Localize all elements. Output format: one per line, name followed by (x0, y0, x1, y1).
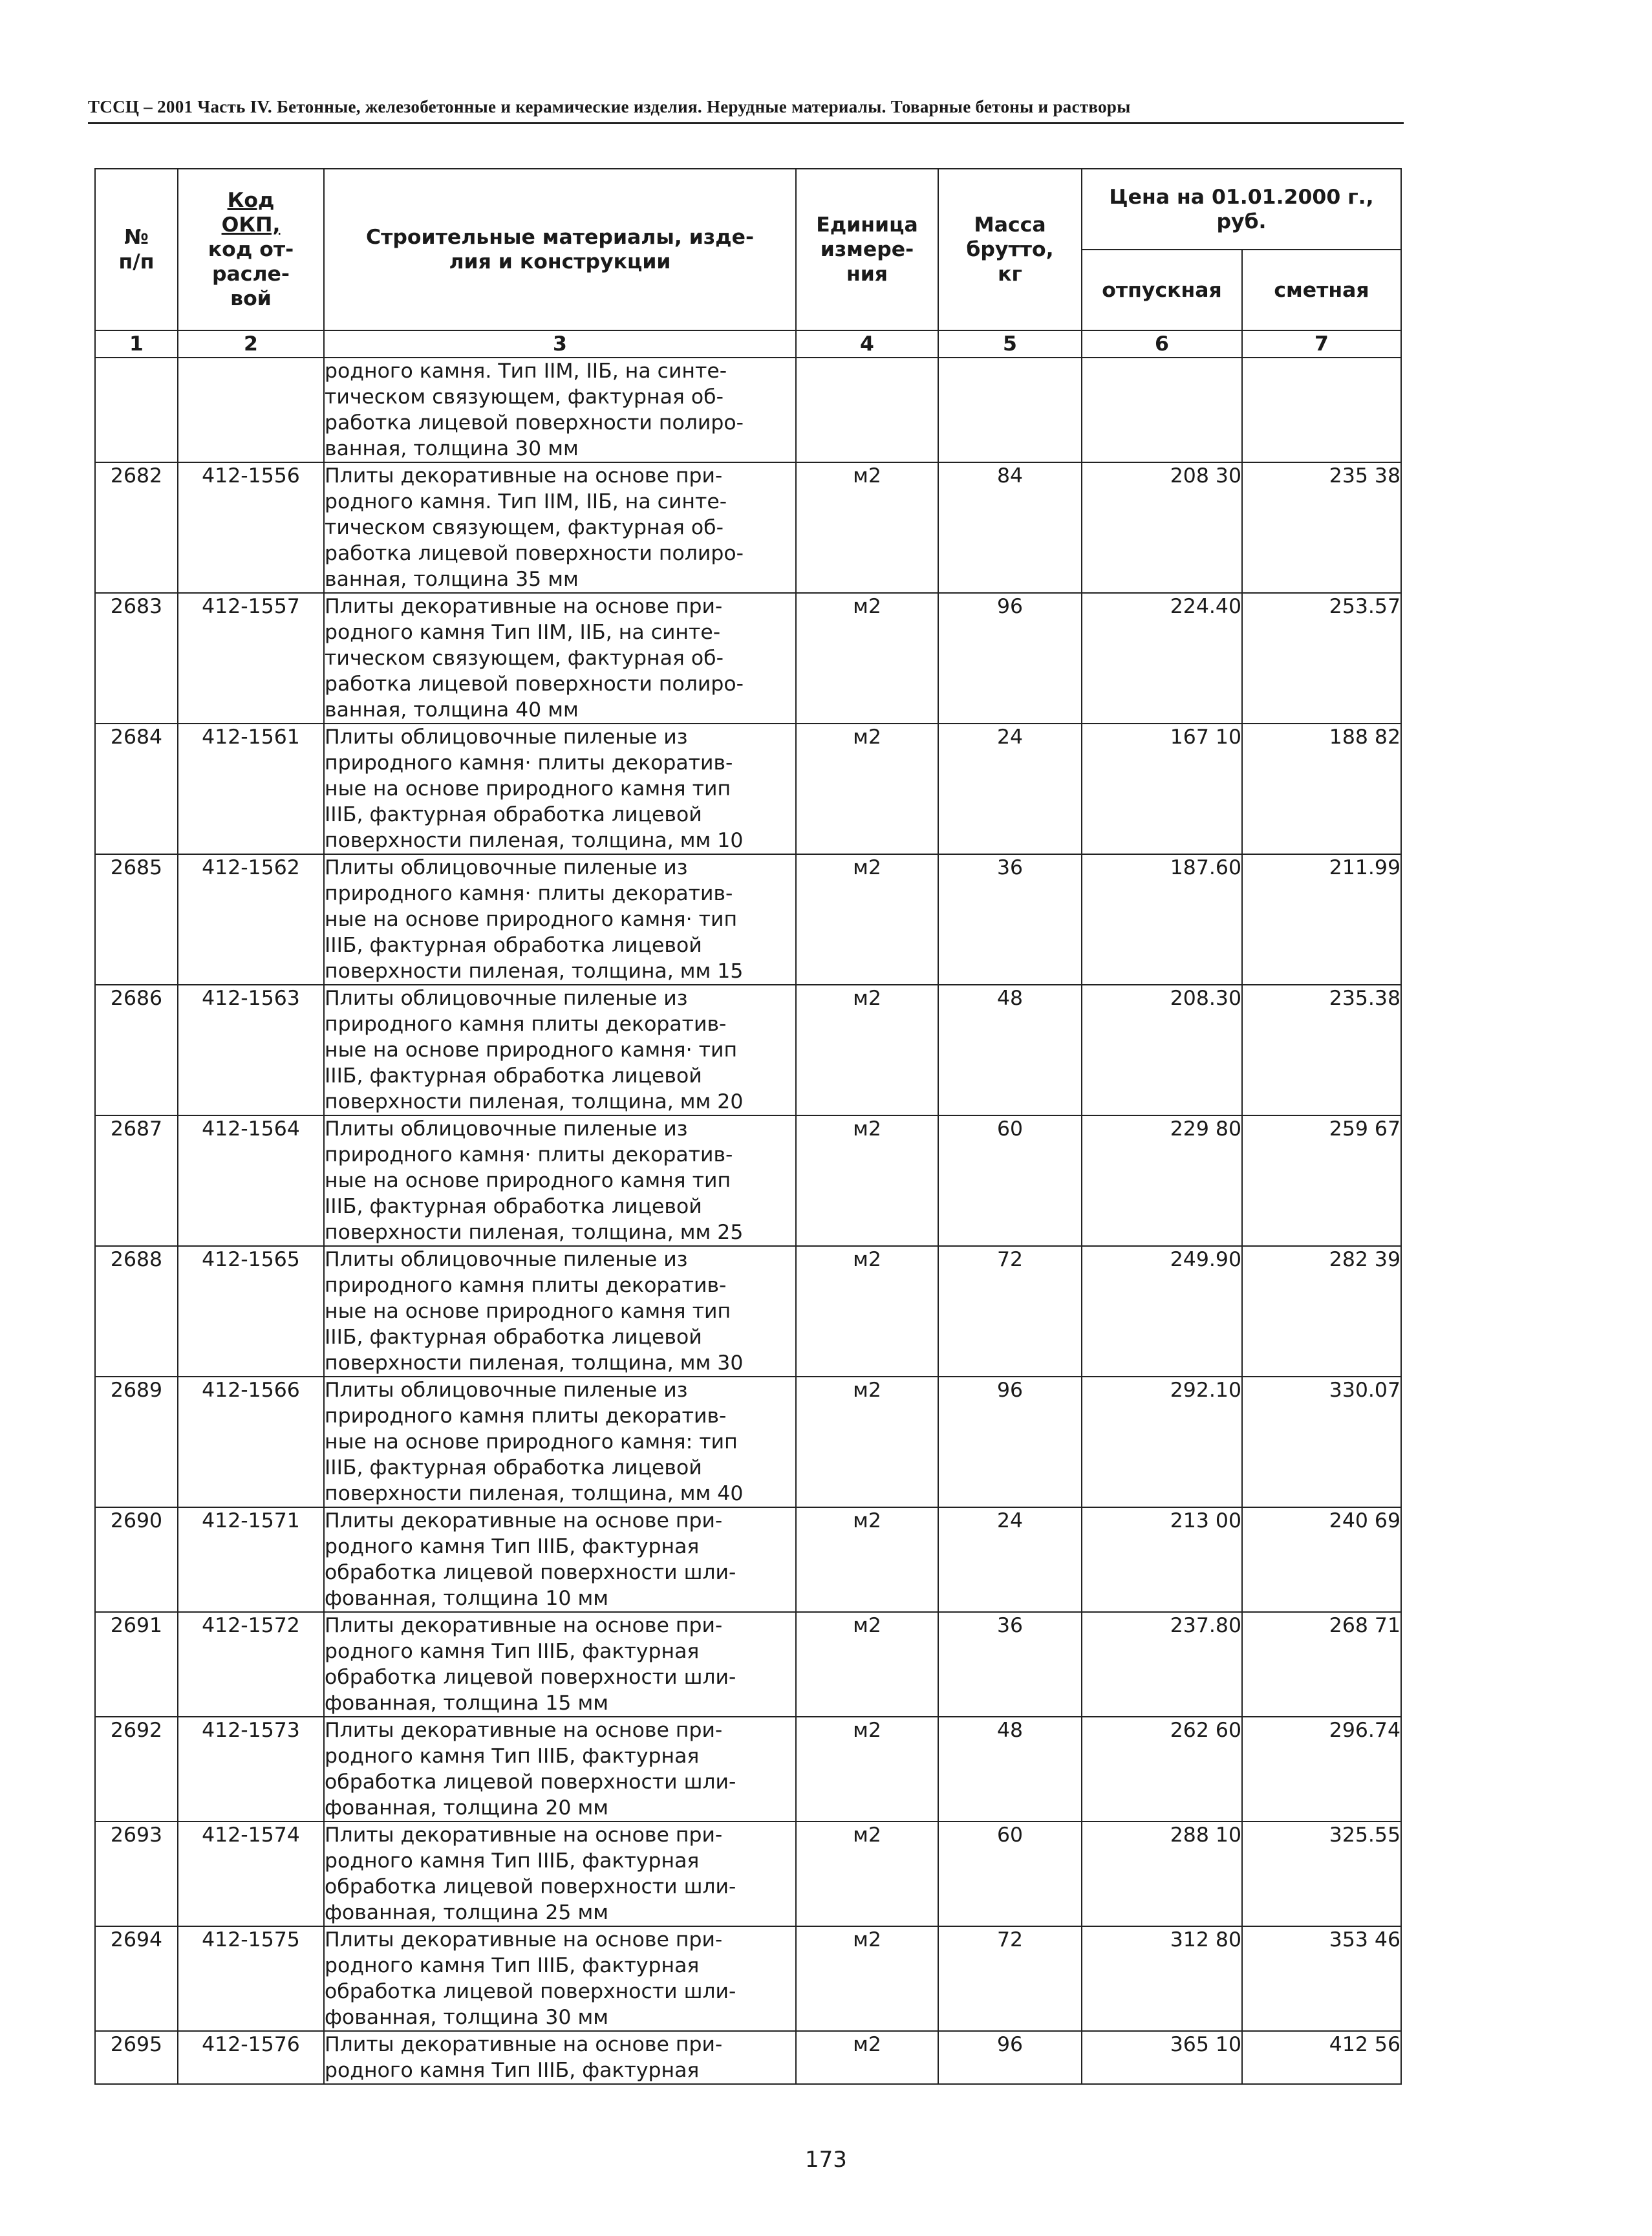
unit-of-measure: м2 (796, 1822, 938, 1926)
estimate-price: 353 46 (1242, 1926, 1401, 2031)
release-price: 262 60 (1082, 1717, 1242, 1822)
okp-code: 412-1575 (178, 1926, 324, 2031)
table-row (95, 2031, 1401, 2084)
release-price: 229 80 (1082, 1115, 1242, 1246)
row-number (95, 358, 178, 462)
row-number: 2688 (95, 1246, 178, 1377)
header-num: № п/п (95, 169, 178, 330)
row-number: 2694 (95, 1926, 178, 2031)
gross-mass: 72 (938, 1926, 1082, 2031)
release-price: 187.60 (1082, 854, 1242, 985)
unit-of-measure: м2 (796, 724, 938, 854)
material-description: Плиты облицовочные пиленые из природного камня плиты декоратив- ные на основе природного камня· тип IIIБ, фактурная обработка лицевой поверхности пиленая, толщина, мм 20 (324, 985, 796, 1115)
material-description: родного камня. Тип IIM, IIБ, на синте- тическом связующем, фактурная об- работка лицевой поверхности полиро- ванная, толщина 30 мм (324, 358, 796, 462)
table-row (95, 724, 1401, 854)
release-price: 365 10 (1082, 2031, 1242, 2084)
col-number: 4 (796, 330, 938, 358)
table-row (95, 1115, 1401, 1246)
table-row (95, 462, 1401, 593)
row-number: 2684 (95, 724, 178, 854)
estimate-price: 188 82 (1242, 724, 1401, 854)
estimate-price: 296.74 (1242, 1717, 1401, 1822)
gross-mass: 72 (938, 1246, 1082, 1377)
gross-mass: 96 (938, 1377, 1082, 1507)
header-code-line1: Код (227, 189, 275, 212)
material-description: Плиты облицовочные пиленые из природного камня· плиты декоратив- ные на основе природного камня тип IIIБ, фактурная обработка лицевой поверхности пиленая, толщина, мм 25 (324, 1115, 796, 1246)
release-price: 224.40 (1082, 593, 1242, 724)
gross-mass: 96 (938, 593, 1082, 724)
unit-of-measure: м2 (796, 1612, 938, 1717)
row-number: 2682 (95, 462, 178, 593)
estimate-price: 259 67 (1242, 1115, 1401, 1246)
release-price: 213 00 (1082, 1507, 1242, 1612)
release-price (1082, 358, 1242, 462)
estimate-price: 412 56 (1242, 2031, 1401, 2084)
header-code (178, 169, 324, 330)
col-number: 6 (1082, 330, 1242, 358)
material-description: Плиты облицовочные пиленые из природного камня плиты декоратив- ные на основе природного камня тип IIIБ, фактурная обработка лицевой поверхности пиленая, толщина, мм 30 (324, 1246, 796, 1377)
estimate-price: 240 69 (1242, 1507, 1401, 1612)
estimate-price: 268 71 (1242, 1612, 1401, 1717)
gross-mass: 24 (938, 724, 1082, 854)
unit-of-measure: м2 (796, 1926, 938, 2031)
table-row (95, 1507, 1401, 1612)
material-description: Плиты облицовочные пиленые из природного камня плиты декоратив- ные на основе природного камня: тип IIIБ, фактурная обработка лицевой поверхности пиленая, толщина, мм 40 (324, 1377, 796, 1507)
material-description: Плиты декоративные на основе при- родного камня. Тип IIM, IIБ, на синте- тическом связующем, фактурная об- работка лицевой поверхности полиро- ванная, толщина 35 мм (324, 462, 796, 593)
column-number-row (95, 330, 1401, 358)
unit-of-measure: м2 (796, 854, 938, 985)
release-price: 208.30 (1082, 985, 1242, 1115)
gross-mass: 48 (938, 1717, 1082, 1822)
release-price: 292.10 (1082, 1377, 1242, 1507)
gross-mass: 36 (938, 1612, 1082, 1717)
release-price: 288 10 (1082, 1822, 1242, 1926)
gross-mass: 60 (938, 1115, 1082, 1246)
estimate-price: 282 39 (1242, 1246, 1401, 1377)
okp-code: 412-1564 (178, 1115, 324, 1246)
col-number: 3 (324, 330, 796, 358)
material-description: Плиты облицовочные пиленые из природного камня· плиты декоратив- ные на основе природного камня· тип IIIБ, фактурная обработка лицевой поверхности пиленая, толщина, мм 15 (324, 854, 796, 985)
material-description: Плиты декоративные на основе при- родного камня Тип IIIБ, фактурная обработка лицевой поверхности шли- фованная, толщина 30 мм (324, 1926, 796, 2031)
header-mass: Масса брутто, кг (938, 169, 1082, 330)
material-description: Плиты декоративные на основе при- родного камня Тип IIM, IIБ, на синте- тическом связующем, фактурная об- работка лицевой поверхности полиро- ванная, толщина 40 мм (324, 593, 796, 724)
col-number: 1 (95, 330, 178, 358)
okp-code: 412-1566 (178, 1377, 324, 1507)
row-number: 2685 (95, 854, 178, 985)
gross-mass: 48 (938, 985, 1082, 1115)
okp-code: 412-1576 (178, 2031, 324, 2084)
estimate-price (1242, 358, 1401, 462)
header-code-line3: код от- расле- вой (208, 238, 294, 310)
gross-mass: 96 (938, 2031, 1082, 2084)
col-number: 5 (938, 330, 1082, 358)
estimate-price: 235 38 (1242, 462, 1401, 593)
release-price: 237.80 (1082, 1612, 1242, 1717)
okp-code: 412-1562 (178, 854, 324, 985)
header-unit: Единица измере- ния (796, 169, 938, 330)
okp-code: 412-1556 (178, 462, 324, 593)
row-number: 2687 (95, 1115, 178, 1246)
gross-mass: 60 (938, 1822, 1082, 1926)
row-number: 2686 (95, 985, 178, 1115)
unit-of-measure: м2 (796, 1507, 938, 1612)
col-number: 2 (178, 330, 324, 358)
okp-code: 412-1571 (178, 1507, 324, 1612)
unit-of-measure (796, 358, 938, 462)
estimate-price: 235.38 (1242, 985, 1401, 1115)
material-description: Плиты декоративные на основе при- родного камня Тип IIIБ, фактурная обработка лицевой поверхности шли- фованная, толщина 20 мм (324, 1717, 796, 1822)
release-price: 167 10 (1082, 724, 1242, 854)
page-number: 173 (805, 2147, 847, 2173)
header-price: Цена на 01.01.2000 г., руб. (1082, 169, 1401, 250)
table-row (95, 1717, 1401, 1822)
table-row (95, 1612, 1401, 1717)
unit-of-measure: м2 (796, 1115, 938, 1246)
okp-code: 412-1574 (178, 1822, 324, 1926)
table-row (95, 854, 1401, 985)
okp-code: 412-1573 (178, 1717, 324, 1822)
okp-code: 412-1563 (178, 985, 324, 1115)
row-number: 2689 (95, 1377, 178, 1507)
row-number: 2693 (95, 1822, 178, 1926)
row-number: 2691 (95, 1612, 178, 1717)
estimate-price: 325.55 (1242, 1822, 1401, 1926)
row-number: 2695 (95, 2031, 178, 2084)
header-price-release: отпускная (1082, 250, 1242, 330)
okp-code: 412-1561 (178, 724, 324, 854)
unit-of-measure: м2 (796, 1377, 938, 1507)
unit-of-measure: м2 (796, 2031, 938, 2084)
table-row (95, 1377, 1401, 1507)
row-number: 2690 (95, 1507, 178, 1612)
unit-of-measure: м2 (796, 462, 938, 593)
estimate-price: 330.07 (1242, 1377, 1401, 1507)
okp-code: 412-1565 (178, 1246, 324, 1377)
header-price-estimate: сметная (1242, 250, 1401, 330)
material-description: Плиты облицовочные пиленые из природного камня· плиты декоратив- ные на основе природного камня тип IIIБ, фактурная обработка лицевой поверхности пиленая, толщина, мм 10 (324, 724, 796, 854)
unit-of-measure: м2 (796, 985, 938, 1115)
running-title: ТССЦ – 2001 Часть IV. Бетонные, железобетонные и керамические изделия. Нерудные материалы. Товарные бетоны и растворы (88, 97, 1404, 124)
estimate-price: 253.57 (1242, 593, 1401, 724)
col-number: 7 (1242, 330, 1401, 358)
gross-mass: 24 (938, 1507, 1082, 1612)
gross-mass: 84 (938, 462, 1082, 593)
table-row (95, 1246, 1401, 1377)
header-code-line2: ОКП, (221, 213, 281, 237)
material-description: Плиты декоративные на основе при- родного камня Тип IIIБ, фактурная (324, 2031, 796, 2084)
estimate-price: 211.99 (1242, 854, 1401, 985)
unit-of-measure: м2 (796, 1717, 938, 1822)
okp-code: 412-1572 (178, 1612, 324, 1717)
table-row (95, 985, 1401, 1115)
table-row (95, 1822, 1401, 1926)
okp-code: 412-1557 (178, 593, 324, 724)
row-number: 2683 (95, 593, 178, 724)
material-description: Плиты декоративные на основе при- родного камня Тип IIIБ, фактурная обработка лицевой поверхности шли- фованная, толщина 10 мм (324, 1507, 796, 1612)
gross-mass: 36 (938, 854, 1082, 985)
unit-of-measure: м2 (796, 1246, 938, 1377)
gross-mass (938, 358, 1082, 462)
unit-of-measure: м2 (796, 593, 938, 724)
header-name: Строительные материалы, изде- лия и конструкции (324, 169, 796, 330)
table-row (95, 593, 1401, 724)
price-table (94, 168, 1402, 2085)
table-row (95, 358, 1401, 462)
row-number: 2692 (95, 1717, 178, 1822)
table-row (95, 1926, 1401, 2031)
release-price: 249.90 (1082, 1246, 1242, 1377)
release-price: 208 30 (1082, 462, 1242, 593)
material-description: Плиты декоративные на основе при- родного камня Тип IIIБ, фактурная обработка лицевой поверхности шли- фованная, толщина 15 мм (324, 1612, 796, 1717)
release-price: 312 80 (1082, 1926, 1242, 2031)
material-description: Плиты декоративные на основе при- родного камня Тип IIIБ, фактурная обработка лицевой поверхности шли- фованная, толщина 25 мм (324, 1822, 796, 1926)
okp-code (178, 358, 324, 462)
